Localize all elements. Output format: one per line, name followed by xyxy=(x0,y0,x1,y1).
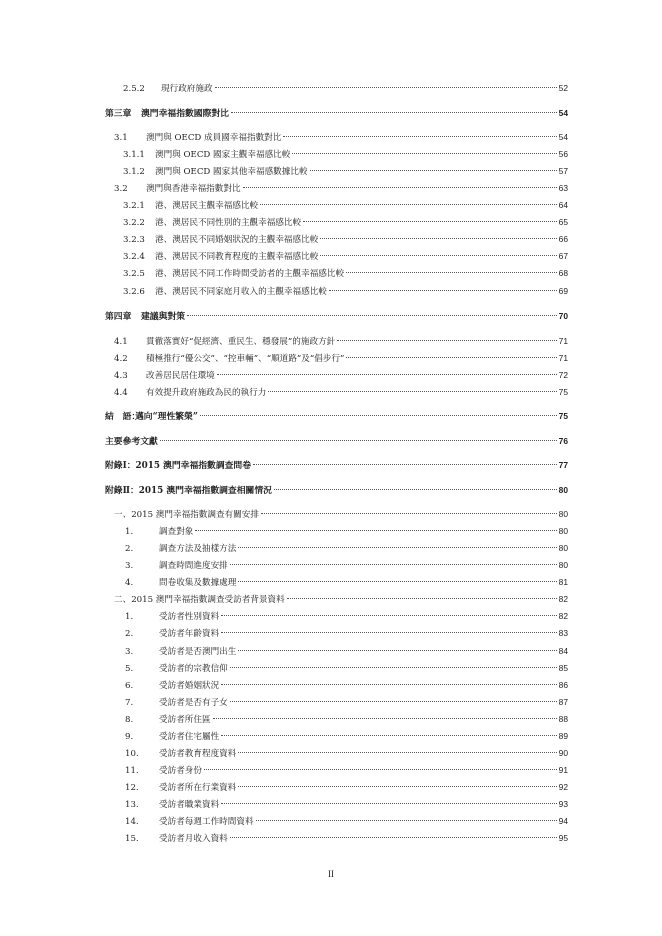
dot-leader xyxy=(268,391,556,392)
toc-title: 澳門與 OECD 成員國幸福指數對比 xyxy=(146,133,282,143)
dot-leader xyxy=(195,530,556,531)
toc-entry[interactable] xyxy=(114,182,568,195)
dot-leader xyxy=(187,315,557,316)
dot-leader xyxy=(230,667,557,668)
dot-leader xyxy=(221,735,557,736)
dot-leader xyxy=(283,136,556,137)
dot-leader xyxy=(221,632,557,633)
toc-page: 71 xyxy=(558,336,568,346)
toc-page: 90 xyxy=(558,748,568,758)
toc-title: 澳門幸福指數國際對比 xyxy=(141,109,229,119)
toc-entry[interactable] xyxy=(114,386,568,399)
dot-leader xyxy=(230,837,557,838)
dot-leader xyxy=(221,803,557,804)
toc-entry[interactable] xyxy=(125,662,568,675)
toc-entry[interactable] xyxy=(125,627,568,640)
dot-leader xyxy=(217,374,557,375)
toc-page: 63 xyxy=(558,183,568,193)
toc-page: 92 xyxy=(558,782,568,792)
toc-page: 56 xyxy=(558,149,568,159)
dot-leader xyxy=(256,820,557,821)
toc-page: 82 xyxy=(558,611,568,621)
toc-number: 4.2 xyxy=(114,354,128,364)
toc-number: 11. xyxy=(125,766,139,776)
toc-title: 受訪者年齡資料 xyxy=(159,629,220,639)
toc-title: 積極推行“優公交”、“控車輛”、“順道路”及“倡步行” xyxy=(146,354,345,364)
toc-title: 貫徹落實好“促經濟、重民生、穩發展”的施政方針 xyxy=(146,337,336,347)
toc-entry[interactable] xyxy=(123,82,568,95)
dot-leader xyxy=(260,204,557,205)
dot-leader xyxy=(221,684,557,685)
toc-title: 邁向“理性繁榮” xyxy=(135,412,198,422)
toc-entry[interactable] xyxy=(114,593,568,606)
toc-entry[interactable] xyxy=(114,369,568,382)
toc-number: 10. xyxy=(125,749,139,759)
toc-number: 14. xyxy=(125,817,139,827)
toc-page: 71 xyxy=(558,353,568,363)
toc-entry[interactable] xyxy=(125,679,568,692)
toc-page: 69 xyxy=(558,286,568,296)
toc-entry[interactable] xyxy=(123,285,568,298)
toc-entry[interactable] xyxy=(125,713,568,726)
toc-entry[interactable] xyxy=(123,216,568,229)
toc-number: 2. xyxy=(125,629,134,639)
dot-leader xyxy=(238,547,556,548)
dot-leader xyxy=(238,650,556,651)
toc-title: 建議與對策 xyxy=(141,312,185,322)
toc-number: 3.2.6 xyxy=(123,287,145,297)
toc-title: 港、澳居民不同婚姻狀況的主觀幸福感比較 xyxy=(155,235,319,245)
toc-page: 93 xyxy=(558,799,568,809)
toc-page: 91 xyxy=(558,765,568,775)
toc-entry[interactable] xyxy=(125,781,568,794)
toc-page: 80 xyxy=(558,509,568,519)
toc-entry[interactable] xyxy=(125,696,568,709)
toc-page: 57 xyxy=(558,166,568,176)
toc-entry[interactable] xyxy=(125,645,568,658)
toc-page: 80 xyxy=(558,560,568,570)
toc-title: 一、2015 澳門幸福指數調查有關安排 xyxy=(114,510,259,520)
toc-number: 3.2.1 xyxy=(123,201,145,211)
toc-entry[interactable] xyxy=(125,832,568,845)
toc-page: 52 xyxy=(558,83,568,93)
toc-number: 8. xyxy=(125,715,134,725)
toc-title: 附錄Ⅱ：2015 澳門幸福指數調查相關情況 xyxy=(105,486,272,496)
dot-leader xyxy=(292,153,556,154)
toc-page: 66 xyxy=(558,234,568,244)
toc-entry[interactable] xyxy=(123,148,568,161)
toc-chapter[interactable] xyxy=(105,410,568,423)
toc-entry[interactable] xyxy=(125,610,568,623)
dot-leader xyxy=(261,513,557,514)
toc-page: 54 xyxy=(558,132,568,142)
toc-title: 受訪者職業資料 xyxy=(159,800,220,810)
toc-page: 65 xyxy=(558,217,568,227)
toc-page: 67 xyxy=(558,251,568,261)
toc-entry[interactable] xyxy=(114,352,568,365)
toc-number: 6. xyxy=(125,681,134,691)
toc-title: 現行政府施政 xyxy=(161,84,213,94)
toc-number: 3.2.3 xyxy=(123,235,145,245)
toc-title: 有效提升政府施政為民的執行力 xyxy=(146,388,267,398)
toc-appendix[interactable] xyxy=(105,459,568,472)
toc-number: 13. xyxy=(125,800,139,810)
dot-leader xyxy=(310,170,557,171)
dot-leader xyxy=(346,272,557,273)
toc-entry[interactable] xyxy=(114,508,568,521)
toc-title: 調查時間進度安排 xyxy=(159,561,228,571)
toc-title: 調查方法及抽樣方法 xyxy=(159,544,237,554)
toc-entry[interactable] xyxy=(114,335,568,348)
toc-title: 受訪者教育程度資料 xyxy=(159,749,237,759)
dot-leader xyxy=(221,615,557,616)
toc-page: 72 xyxy=(558,370,568,380)
toc-entry[interactable] xyxy=(125,747,568,760)
toc-title: 港、澳居民不同家庭月收入的主觀幸福感比較 xyxy=(155,287,327,297)
toc-title: 澳門與香港幸福指數對比 xyxy=(146,184,241,194)
dot-leader xyxy=(320,255,556,256)
toc-number: 3.1.2 xyxy=(123,167,145,177)
toc-entry[interactable] xyxy=(123,199,568,212)
toc-number: 結 語： xyxy=(105,412,141,422)
toc-title: 受訪者月收入資料 xyxy=(159,834,228,844)
toc-page: 80 xyxy=(558,485,568,495)
toc-page: 88 xyxy=(558,714,568,724)
toc-number: 3.2.4 xyxy=(123,252,145,262)
toc-entry[interactable] xyxy=(125,542,568,555)
toc-page: 80 xyxy=(558,526,568,536)
toc-page: 87 xyxy=(558,697,568,707)
dot-leader xyxy=(230,564,557,565)
toc-entry[interactable] xyxy=(125,764,568,777)
dot-leader xyxy=(329,290,557,291)
toc-page: 85 xyxy=(558,663,568,673)
toc-entry[interactable] xyxy=(125,798,568,811)
dot-leader xyxy=(287,598,557,599)
toc-page: 86 xyxy=(558,680,568,690)
toc-title: 附錄Ⅰ：2015 澳門幸福指數調查問卷 xyxy=(105,461,252,471)
toc-number: 第四章 xyxy=(105,312,132,322)
toc-number: 第三章 xyxy=(105,109,132,119)
toc-chapter[interactable] xyxy=(105,435,568,448)
dot-leader xyxy=(238,581,556,582)
toc-page: 75 xyxy=(558,411,568,421)
toc-entry[interactable] xyxy=(123,165,568,178)
toc-chapter[interactable] xyxy=(105,107,568,120)
toc-entry[interactable] xyxy=(114,131,568,144)
toc-page: 84 xyxy=(558,646,568,656)
dot-leader xyxy=(238,752,556,753)
toc-title: 調查對象 xyxy=(159,527,194,537)
toc-title: 二、2015 澳門幸福指數調查受訪者背景資料 xyxy=(114,595,285,605)
dot-leader xyxy=(213,718,557,719)
dot-leader xyxy=(253,464,557,465)
toc-page: 54 xyxy=(558,108,568,118)
toc-title: 受訪者是否澳門出生 xyxy=(159,647,237,657)
dot-leader xyxy=(200,415,557,416)
toc-entry[interactable] xyxy=(123,267,568,280)
toc-number: 4.4 xyxy=(114,388,128,398)
toc-chapter[interactable] xyxy=(105,310,568,323)
toc-title: 問卷收集及數據處理 xyxy=(159,578,237,588)
dot-leader xyxy=(230,701,557,702)
toc-entry[interactable] xyxy=(125,730,568,743)
page-number-footer: II xyxy=(328,869,334,879)
toc-title: 受訪者性別資料 xyxy=(159,612,220,622)
toc-page: 82 xyxy=(558,594,568,604)
toc-appendix[interactable] xyxy=(105,484,568,497)
toc-number: 3. xyxy=(125,561,134,571)
toc-page: 94 xyxy=(558,816,568,826)
toc-title: 澳門與 OECD 國家主觀幸福感比較 xyxy=(155,150,291,160)
toc-number: 3.1 xyxy=(114,133,128,143)
toc-entry[interactable] xyxy=(123,233,568,246)
toc-title: 港、澳居民不同性別的主觀幸福感比較 xyxy=(155,218,302,228)
toc-title: 受訪者所在行業資料 xyxy=(159,783,237,793)
dot-leader xyxy=(320,238,556,239)
toc-title: 受訪者住宅屬性 xyxy=(159,732,220,742)
toc-entry[interactable] xyxy=(125,559,568,572)
toc-page: 70 xyxy=(558,311,568,321)
toc-entry[interactable] xyxy=(125,815,568,828)
toc-title: 受訪者婚姻狀況 xyxy=(159,681,220,691)
toc-page: 83 xyxy=(558,628,568,638)
dot-leader xyxy=(243,187,557,188)
toc-number: 1. xyxy=(125,612,134,622)
dot-leader xyxy=(346,357,556,358)
toc-number: 3.1.1 xyxy=(123,150,145,160)
toc-number: 1. xyxy=(125,527,134,537)
toc-page: 95 xyxy=(558,833,568,843)
toc-page: 75 xyxy=(558,387,568,397)
dot-leader xyxy=(160,440,557,441)
toc-number: 15. xyxy=(125,834,139,844)
toc-number: 9. xyxy=(125,732,134,742)
toc-entry[interactable] xyxy=(125,576,568,589)
toc-title: 受訪者身份 xyxy=(159,766,202,776)
toc-title: 受訪者所住區 xyxy=(159,715,211,725)
toc-number: 5. xyxy=(125,664,134,674)
toc-number: 3.2.5 xyxy=(123,269,145,279)
toc-page: 81 xyxy=(558,577,568,587)
toc-page: 76 xyxy=(558,436,568,446)
dot-leader xyxy=(215,87,557,88)
toc-page: 77 xyxy=(558,460,568,470)
toc-number: 2. xyxy=(125,544,134,554)
toc-title: 改善居民居住環境 xyxy=(146,371,215,381)
toc-number: 2.5.2 xyxy=(123,84,145,94)
toc-page: 80 xyxy=(558,543,568,553)
toc-entry[interactable] xyxy=(125,525,568,538)
toc-title: 主要參考文獻 xyxy=(105,437,158,447)
toc-number: 12. xyxy=(125,783,139,793)
toc-title: 港、澳居民不同教育程度的主觀幸福感比較 xyxy=(155,252,319,262)
dot-leader xyxy=(274,489,557,490)
toc-title: 受訪者的宗教信仰 xyxy=(159,664,228,674)
toc-entry[interactable] xyxy=(123,250,568,263)
toc-number: 4.1 xyxy=(114,337,128,347)
toc-title: 澳門與 OECD 國家其他幸福感數據比較 xyxy=(155,167,308,177)
toc-number: 4.3 xyxy=(114,371,128,381)
dot-leader xyxy=(337,340,556,341)
toc-number: 4. xyxy=(125,578,134,588)
dot-leader xyxy=(238,786,556,787)
toc-page: 68 xyxy=(558,268,568,278)
toc-number: 3.2 xyxy=(114,184,128,194)
toc-page: 64 xyxy=(558,200,568,210)
toc-number: 7. xyxy=(125,698,134,708)
toc-page: 89 xyxy=(558,731,568,741)
toc-number: 3. xyxy=(125,647,134,657)
dot-leader xyxy=(231,112,557,113)
toc-number: 3.2.2 xyxy=(123,218,145,228)
dot-leader xyxy=(204,769,557,770)
dot-leader xyxy=(303,221,557,222)
toc-title: 受訪者每週工作時間資料 xyxy=(159,817,254,827)
toc-title: 港、澳居民不同工作時間受訪者的主觀幸福感比較 xyxy=(155,269,345,279)
toc-title: 港、澳居民主觀幸福感比較 xyxy=(155,201,259,211)
toc-title: 受訪者是否有子女 xyxy=(159,698,228,708)
